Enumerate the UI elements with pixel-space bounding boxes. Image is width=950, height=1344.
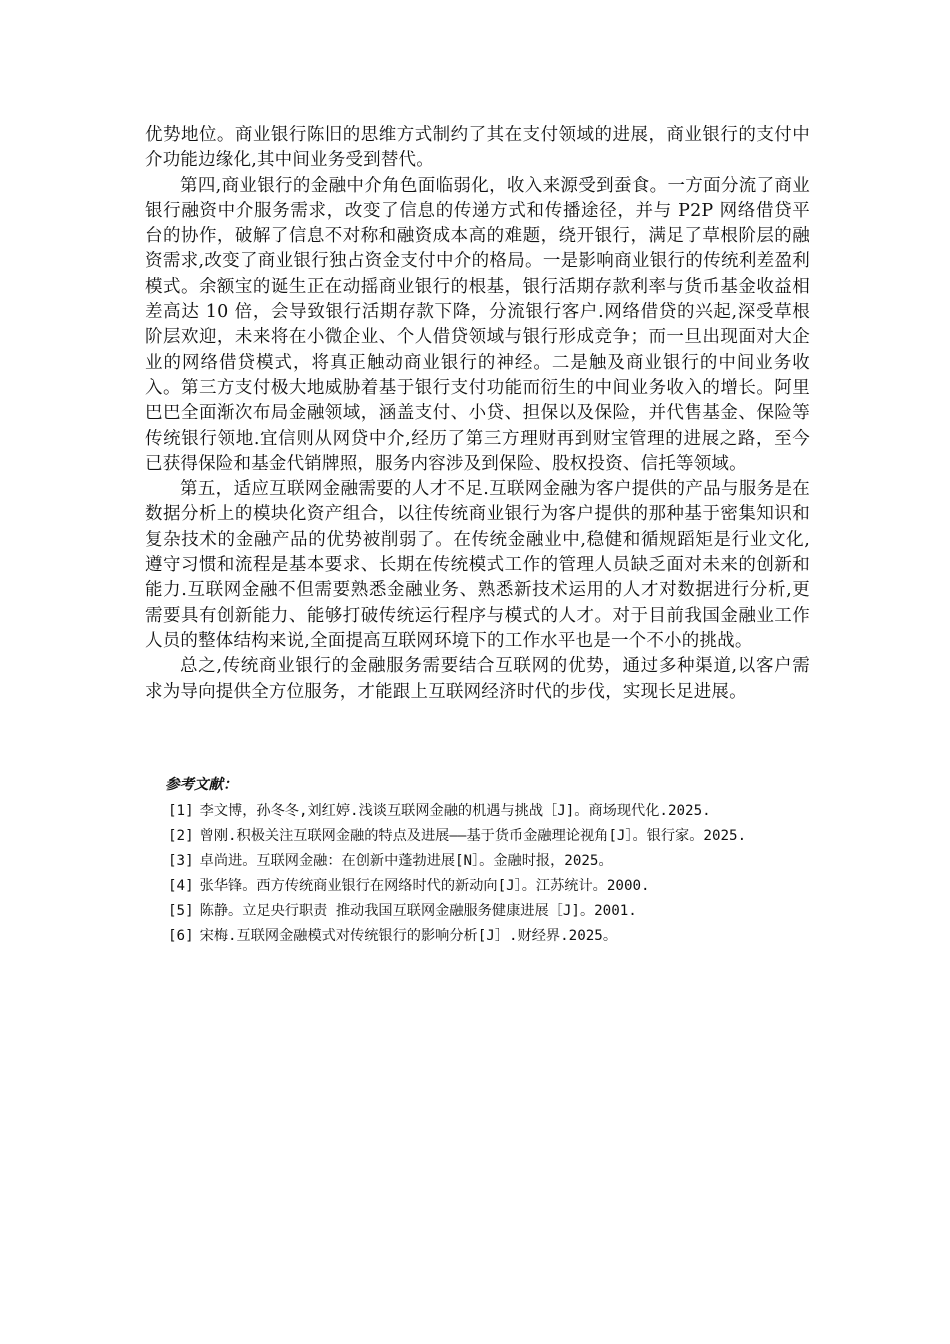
reference-item xyxy=(145,849,825,874)
reference-item xyxy=(145,924,825,949)
reference-number: [1] xyxy=(168,803,194,819)
paragraph-conclusion: 总之,传统商业银行的金融服务需要结合互联网的优势，通过多种渠道,以客户需求为导向提供全方位服务，才能跟上互联网经济时代的步伐，实现长足进展。 xyxy=(145,656,810,702)
reference-text: 李文博，孙冬冬,刘红婷.浅谈互联网金融的机遇与挑战［J]。商场现代化.2025. xyxy=(199,803,711,819)
references-heading: 参考文献： xyxy=(165,776,238,793)
paragraph-continuation: 优势地位。商业银行陈旧的思维方式制约了其在支付领域的进展，商业银行的支付中介功能边缘化,其中间业务受到替代。 xyxy=(145,125,810,171)
reference-item xyxy=(145,824,825,849)
reference-number: [6] xyxy=(168,928,194,944)
reference-text: 张华锋。西方传统商业银行在网络时代的新动向[J］。江苏统计。2000. xyxy=(199,878,650,894)
reference-number: [5] xyxy=(168,903,194,919)
reference-number: [2] xyxy=(168,828,194,844)
references-section xyxy=(145,773,825,949)
reference-number: [3] xyxy=(168,853,194,869)
reference-number: [4] xyxy=(168,878,194,894)
reference-item xyxy=(145,874,825,899)
reference-item xyxy=(145,899,825,924)
paragraph-fifth-point: 第五，适应互联网金融需要的人才不足.互联网金融为客户提供的产品与服务是在数据分析上的模块化资产组合，以往传统商业银行为客户提供的那种基于密集知识和复杂技术的金融产品的优势被削弱了。在传统金融业中,稳健和循规蹈矩是行业文化,遵守习惯和流程是基本要求、长期在传统模式工作的管理人员缺乏面对未来的创新和能力.互联网金融不但需要熟悉金融业务、熟悉新技术运用的人才对数据进行分析,更需要具有创新能力、能够打破传统运行程序与模式的人才。对于目前我国金融业工作人员的整体结构来说,全面提高互联网环境下的工作水平也是一个不小的挑战。 xyxy=(145,479,810,651)
reference-text: 陈静。立足央行职责 推动我国互联网金融服务健康进展［J]。2001. xyxy=(199,903,637,919)
paragraph-fourth-point: 第四,商业银行的金融中介角色面临弱化，收入来源受到蚕食。一方面分流了商业银行融资中介服务需求，改变了信息的传递方式和传播途径，并与 P2P 网络借贷平台的协作，破解了信息不对称和融资成本高的难题，绕开银行，满足了草根阶层的融资需求,改变了商业银行独占资金支付中介的格局。一是影响商业银行的传统利差盈利模式。余额宝的诞生正在动摇商业银行的根基，银行活期存款利率与货币基金收益相差高达 10 倍，会导致银行活期存款下降，分流银行客户.网络借贷的兴起,深受草根阶层欢迎，未来将在小微企业、个人借贷领域与银行形成竞争；而一旦出现面对大企业的网络借贷模式，将真正触动商业银行的神经。二是触及商业银行的中间业务收入。第三方支付极大地威胁着基于银行支付功能而衍生的中间业务收入的增长。阿里巴巴全面渐次布局金融领域，涵盖支付、小贷、担保以及保险，并代售基金、保险等传统银行领地.宜信则从网贷中介,经历了第三方理财再到财宝管理的进展之路，至今已获得保险和基金代销牌照，服务内容涉及到保险、股权投资、信托等领域。 xyxy=(145,175,810,474)
reference-text: 宋梅.互联网金融模式对传统银行的影响分析[J］.财经界.2025。 xyxy=(199,928,618,944)
reference-item xyxy=(145,799,825,824)
reference-text: 曾刚.积极关注互联网金融的特点及进展——基于货币金融理论视角[J］。银行家。2025. xyxy=(199,828,747,844)
reference-text: 卓尚进。互联网金融：在创新中蓬勃进展[N］。金融时报，2025。 xyxy=(199,853,613,869)
body-text xyxy=(145,123,810,705)
